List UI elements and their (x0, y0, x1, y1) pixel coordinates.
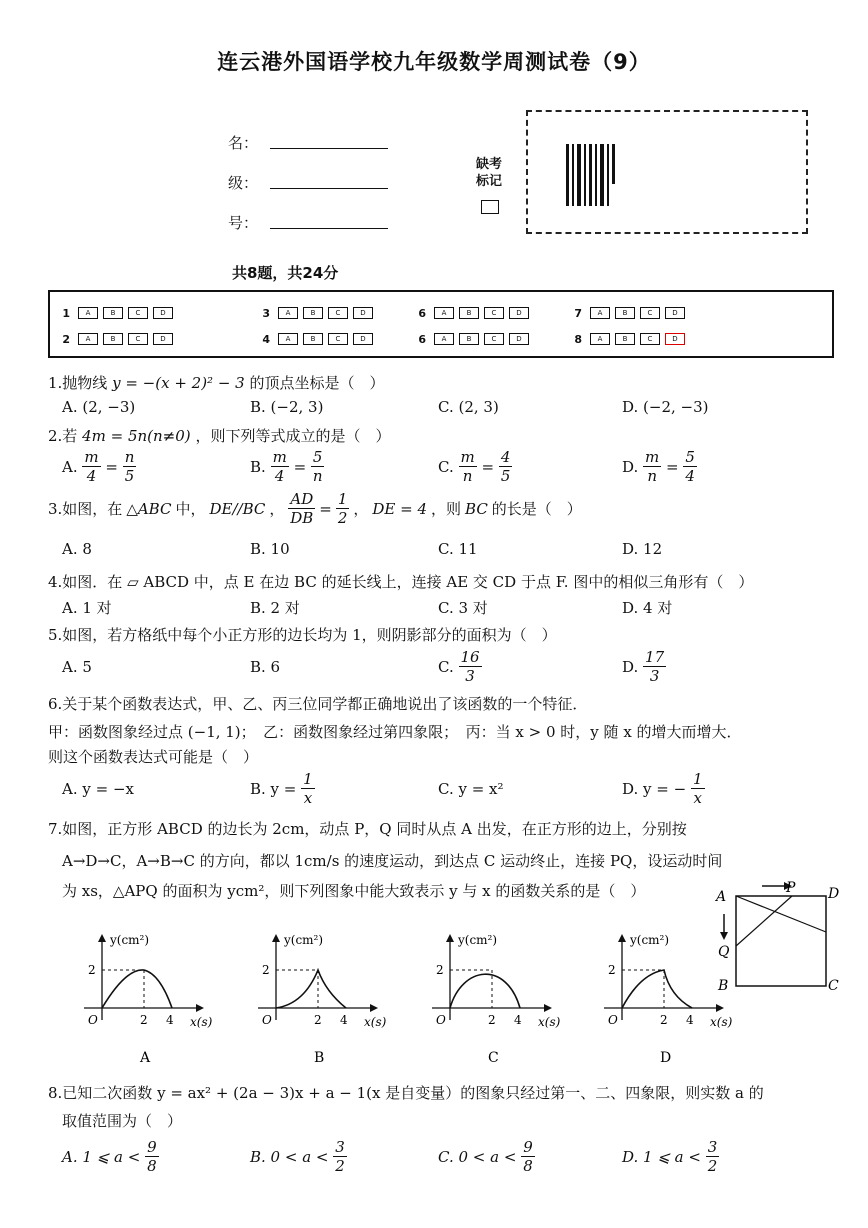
question-8-stem-2: 取值范围为（ ） (62, 1112, 183, 1130)
q4-option-c[interactable]: C. 3 对 (438, 599, 488, 617)
q1-option-d[interactable]: D. (−2, −3) (622, 398, 709, 416)
bubble-b[interactable]: B (103, 333, 123, 345)
bubble-c[interactable]: C (128, 307, 148, 319)
absent-label: 缺考标记 (476, 157, 503, 189)
answer-group (562, 307, 690, 320)
answer-group (562, 333, 690, 346)
bubble-a[interactable]: A (434, 333, 454, 345)
q8-option-d[interactable] (622, 1138, 719, 1175)
q3-option-a[interactable]: A. 8 (62, 540, 92, 558)
bubble-b[interactable]: B (459, 307, 479, 319)
tick-x-2: 2 (488, 1013, 496, 1027)
q8-option-c-frac (521, 1138, 535, 1175)
bubble-a[interactable]: A (434, 307, 454, 319)
q3-bc: BC (465, 499, 488, 518)
q7-graph-option[interactable] (428, 930, 578, 1070)
y-axis-arrow (618, 934, 626, 942)
q6-option-b-label: B. y = (250, 779, 297, 798)
q2-option-a-label: A. (62, 457, 78, 476)
q3-parallel: DE//BC (209, 499, 266, 518)
q6-option-c[interactable]: C. y = x² (438, 779, 504, 798)
q8-option-b[interactable] (250, 1138, 438, 1175)
answer-number: 2 (62, 332, 70, 346)
frac-numerator: 17 (645, 648, 665, 666)
page-title: 连云港外国语学校九年级数学周测试卷（9） (217, 50, 651, 74)
answer-row-1 (50, 300, 832, 326)
q2-option-d-label: D. (622, 457, 639, 476)
q7-graph-option[interactable] (80, 930, 230, 1070)
frac-numerator: 16 (460, 648, 480, 666)
question-6-options (62, 770, 705, 807)
q1-stem-b: 的顶点坐标是（ ） (249, 374, 385, 392)
bubble-c[interactable]: C (484, 333, 504, 345)
frac-denominator: x (303, 789, 313, 807)
answer-number: 7 (574, 306, 582, 320)
bubble-c[interactable]: C (640, 307, 660, 319)
frac-denominator: 4 (274, 467, 285, 485)
q6-option-b-frac (301, 770, 315, 807)
bubble-a[interactable]: A (78, 307, 98, 319)
question-4-options (62, 597, 672, 618)
q6-option-b[interactable] (250, 770, 438, 807)
tick-y-2: 2 (88, 963, 96, 977)
question-6-stem-2: 甲：函数图象经过点 (−1, 1)； 乙：函数图象经过第四象限； 丙：当 x > 0 时，y 随 x 的增大而增大． (48, 723, 742, 741)
question-5-stem: 5.如图，若方格纸中每个小正方形的边长均为 1，则阴影部分的面积为（ ） (48, 626, 557, 644)
question-6-stem-1: 6.关于某个函数表达式，甲、乙、丙三位同学都正确地说出了该函数的一个特征． (48, 695, 588, 713)
q2-stem-a: 2.若 (48, 427, 78, 445)
q2-expression: 4m = 5n(n≠0) (82, 427, 191, 445)
q4-option-b[interactable]: B. 2 对 (250, 599, 300, 617)
q3-triangle: △ABC (126, 499, 172, 518)
q3-option-c[interactable]: C. 11 (438, 540, 478, 558)
bubble-a[interactable]: A (78, 333, 98, 345)
q2-option-c-label: C. (438, 457, 454, 476)
frac-denominator: 4 (86, 467, 97, 485)
x-axis-label: x(s) (364, 1015, 387, 1029)
q2-option-b[interactable]: B. $\frac{m}{4}$ = $\frac{5}{n}$ (250, 448, 323, 485)
x-axis-arrow (196, 1004, 204, 1012)
frac-denominator: 2 (335, 1157, 345, 1175)
bubble-d[interactable]: D (509, 307, 529, 319)
frac-denominator: x (693, 789, 702, 807)
label-b: B (718, 978, 729, 994)
bubble-d[interactable]: D (353, 307, 373, 319)
q3-stem-b: 中， (175, 500, 206, 518)
y-axis-label: y(cm²) (630, 933, 670, 947)
bubble-d[interactable]: D (153, 307, 173, 319)
bubble-b[interactable]: B (303, 333, 323, 345)
name-label: 名： (228, 134, 259, 152)
q3-stem-c: ， (353, 500, 369, 518)
frac-numerator: m (460, 448, 475, 466)
bubble-a[interactable]: A (278, 307, 298, 319)
label-d: D (828, 886, 840, 902)
question-3-options (62, 540, 662, 558)
q3-ratio (288, 490, 315, 527)
question-8-stem-1: 8.已知二次函数 y = ax² + (2a − 3)x + a − 1(x 是自变量）的图象只经过第一、二、四象限，则实数 a 的 (48, 1084, 764, 1102)
class-label: 级： (228, 174, 259, 192)
question-2-options (62, 448, 697, 485)
y-axis-arrow (272, 934, 280, 942)
answer-number: 8 (574, 332, 582, 346)
q6-option-d-label: D. y = − (622, 779, 687, 798)
bubble-a[interactable]: A (590, 307, 610, 319)
q1-option-a[interactable]: A. (2, −3) (62, 398, 136, 416)
answer-row-2 (50, 326, 832, 352)
label-q: Q (718, 944, 730, 960)
q2-option-c-frac-left (459, 448, 477, 485)
bubble-c[interactable]: C (640, 333, 660, 345)
frac-denominator: 3 (465, 667, 475, 685)
bubble-a[interactable]: A (590, 333, 610, 345)
graph-option-label: D (660, 1050, 672, 1066)
q5-option-a[interactable]: A. 5 (62, 657, 92, 676)
graph-option-label: A (140, 1050, 151, 1066)
origin-label: O (262, 1013, 272, 1027)
answer-number: 1 (62, 306, 70, 320)
bubble-d[interactable]: D (509, 333, 529, 345)
question-3-stem (48, 490, 582, 527)
frac-numerator: 5 (685, 448, 695, 466)
q4-option-d[interactable]: D. 4 对 (622, 599, 673, 617)
frac-numerator: 5 (312, 448, 323, 466)
q5-option-c-label: C. (438, 657, 454, 676)
frac-numerator: m (645, 448, 660, 466)
y-axis-label: y(cm²) (284, 933, 324, 947)
q2-option-b-frac-left (271, 448, 289, 485)
question-1-options (62, 398, 709, 416)
question-7-stem-2: A→D→C，A→B→C 的方向，都以 1cm/s 的速度运动，到达点 C 运动终止，连接 PQ，设运动时间 (62, 852, 723, 870)
q7-graph-option[interactable] (254, 930, 404, 1070)
answer-number: 3 (262, 306, 270, 320)
name-field[interactable] (270, 148, 388, 149)
tick-y-2: 2 (608, 963, 616, 977)
bubble-d[interactable]: D (353, 333, 373, 345)
frac-denominator: n (312, 467, 323, 485)
q3-de-length: DE = 4 (372, 499, 427, 518)
origin-label: O (608, 1013, 618, 1027)
graph-curve (450, 974, 520, 1008)
q1-option-c[interactable]: C. (2, 3) (438, 398, 499, 416)
answer-group (406, 333, 562, 346)
q2-option-d-frac-left (643, 448, 661, 485)
q6-option-a[interactable]: A. y = −x (62, 779, 134, 798)
question-4-stem: 4.如图．在 ▱ ABCD 中，点 E 在边 BC 的延长线上，连接 AE 交 CD 于点 F. 图中的相似三角形有（ ） (48, 573, 754, 591)
tick-x-4: 4 (166, 1013, 174, 1027)
y-axis-label: y(cm²) (110, 933, 150, 947)
q3-comma: ， (269, 500, 285, 518)
q2-stem-b: ，则下列等式成立的是（ ） (195, 427, 391, 445)
q2-option-b-frac-right (311, 448, 325, 485)
q1-option-b[interactable]: B. (−2, 3) (250, 398, 324, 416)
bubble-a[interactable]: A (278, 333, 298, 345)
frac-numerator: 3 (335, 1138, 345, 1156)
x-axis-label: x(s) (538, 1015, 561, 1029)
graph-option-label: C (488, 1050, 499, 1066)
frac-denominator: 3 (649, 667, 660, 685)
q2-option-d-frac-right (683, 448, 697, 485)
graph-option-label: B (314, 1050, 325, 1066)
x-axis-arrow (716, 1004, 724, 1012)
q3-stem-e: 的长是（ ） (491, 500, 582, 518)
tick-y-2: 2 (436, 963, 444, 977)
frac-denominator: 5 (124, 467, 135, 485)
q3-ratio-value (336, 490, 350, 527)
q8-option-c[interactable] (438, 1138, 622, 1175)
origin-label: O (436, 1013, 446, 1027)
number-field[interactable] (270, 228, 388, 229)
x-axis-label: x(s) (190, 1015, 213, 1029)
frac-numerator: 1 (303, 770, 313, 788)
q3-equals: = (319, 499, 332, 518)
q4-option-a[interactable]: A. 1 对 (62, 599, 112, 617)
origin-label: O (88, 1013, 98, 1027)
x-axis-label: x(s) (710, 1015, 733, 1029)
q6-option-d[interactable] (622, 770, 705, 807)
frac-numerator: 4 (500, 448, 511, 466)
frac-denominator: 2 (337, 509, 348, 527)
barcode-area (526, 110, 808, 234)
graph-curve (622, 970, 692, 1008)
question-1-stem (48, 372, 385, 393)
q8-option-d-label: D. 1 ⩽ a < (622, 1147, 701, 1166)
q1-stem-a: 1.抛物线 (48, 374, 108, 392)
frac-numerator: 9 (523, 1138, 533, 1156)
tick-x-2: 2 (660, 1013, 668, 1027)
frac-numerator: AD (290, 490, 314, 508)
q3-option-d[interactable]: D. 12 (622, 540, 663, 558)
frac-numerator: 1 (692, 770, 703, 788)
q3-stem-d: ，则 (431, 500, 462, 518)
q3-stem-a: 3.如图，在 (48, 500, 123, 518)
y-axis-arrow (98, 934, 106, 942)
question-8-options (62, 1138, 719, 1175)
q5-option-d-frac (643, 648, 666, 685)
frac-numerator: m (272, 448, 287, 466)
q2-option-a-frac-left (82, 448, 100, 485)
q8-option-b-label: B. 0 < a < (250, 1147, 329, 1166)
frac-denominator: 8 (147, 1157, 157, 1175)
frac-denominator: 2 (707, 1157, 718, 1175)
x-axis-arrow (370, 1004, 378, 1012)
q8-option-c-label: C. 0 < a < (438, 1147, 517, 1166)
q6-option-d-frac (691, 770, 705, 807)
question-7-stem-3: 为 xs，△APQ 的面积为 ycm²，则下列图象中能大致表示 y 与 x 的函数关系的是（ ） (62, 882, 646, 900)
q8-option-a-frac (145, 1138, 159, 1175)
tick-x-4: 4 (340, 1013, 348, 1027)
bubble-c[interactable]: C (484, 307, 504, 319)
label-p: P (786, 880, 796, 896)
graph-curve (276, 970, 346, 1008)
answer-group (250, 307, 406, 320)
q2-option-d[interactable]: D. $\frac{m}{n}$ = $\frac{5}{4}$ (622, 448, 695, 485)
frac-denominator: 8 (523, 1157, 533, 1175)
bubble-b[interactable]: B (615, 307, 635, 319)
q5-option-c-frac (459, 648, 482, 685)
class-field[interactable] (270, 188, 388, 189)
q2-option-a[interactable]: A. $\frac{m}{4}$ = $\frac{n}{5}$ (62, 448, 135, 485)
tick-x-2: 2 (140, 1013, 148, 1027)
frac-numerator: n (124, 448, 135, 466)
y-axis-arrow (446, 934, 454, 942)
bubble-c[interactable]: C (128, 333, 148, 345)
q2-option-c-frac-right (499, 448, 513, 485)
q3-option-b[interactable]: B. 10 (250, 540, 290, 558)
answer-group (250, 333, 406, 346)
tick-y-2: 2 (262, 963, 270, 977)
frac-denominator: n (462, 467, 473, 485)
bubble-b[interactable]: B (459, 333, 479, 345)
absent-checkbox[interactable] (481, 200, 499, 214)
q2-option-a-frac-right (123, 448, 137, 485)
frac-numerator: m (84, 448, 99, 466)
tick-x-2: 2 (314, 1013, 322, 1027)
frac-numerator: 1 (337, 490, 348, 508)
q5-option-d[interactable] (622, 648, 666, 685)
frac-denominator: 4 (685, 467, 695, 485)
bubble-b[interactable]: B (303, 307, 323, 319)
bubble-c[interactable]: C (328, 333, 348, 345)
answer-group (406, 307, 562, 320)
segment-ae (736, 896, 826, 932)
frac-numerator: 3 (707, 1138, 718, 1156)
barcode-icon (566, 140, 646, 210)
tick-x-4: 4 (514, 1013, 522, 1027)
frac-denominator: DB (290, 509, 314, 527)
bubble-d[interactable]: D (665, 307, 685, 319)
bubble-b[interactable]: B (615, 333, 635, 345)
bubble-c[interactable]: C (328, 307, 348, 319)
answer-group (50, 333, 250, 346)
answer-sheet (48, 290, 834, 358)
frac-denominator: n (647, 467, 657, 485)
bubble-d[interactable]: D (153, 333, 173, 345)
q2-option-c[interactable]: C. $\frac{m}{n}$ = $\frac{4}{5}$ (438, 448, 511, 485)
number-label: 号： (228, 214, 259, 232)
y-axis-label: y(cm²) (458, 933, 498, 947)
label-c: C (828, 978, 839, 994)
question-7-stem-1: 7.如图，正方形 ABCD 的边长为 2cm，动点 P，Q 同时从点 A 出发，在正方形的边上，分别按 (48, 820, 687, 838)
q5-option-c[interactable] (438, 648, 622, 685)
answer-group (50, 307, 250, 320)
question-2-stem (48, 425, 390, 446)
section-heading: 共8题，共24分 (232, 264, 339, 282)
graph-curve (102, 970, 172, 1008)
answer-number: 4 (262, 332, 270, 346)
question-5-options (62, 648, 666, 685)
frac-denominator: 5 (500, 467, 511, 485)
q7-graph-option[interactable] (600, 930, 750, 1070)
bubble-b[interactable]: B (103, 307, 123, 319)
answer-number: 6 (418, 306, 426, 320)
q8-option-a[interactable] (62, 1138, 250, 1175)
answer-number: 6 (418, 332, 426, 346)
tick-x-4: 4 (686, 1013, 694, 1027)
frac-numerator: 9 (147, 1138, 157, 1156)
q1-expression: y = −(x + 2)² − 3 (112, 374, 245, 392)
bubble-d[interactable]: D (665, 333, 685, 345)
q2-option-b-label: B. (250, 457, 266, 476)
question-6-stem-3: 则这个函数表达式可能是（ ） (48, 748, 259, 766)
q8-option-b-frac (333, 1138, 347, 1175)
q5-option-d-label: D. (622, 657, 639, 676)
q5-option-b[interactable]: B. 6 (250, 657, 281, 676)
x-axis-arrow (544, 1004, 552, 1012)
q8-option-d-frac (706, 1138, 720, 1175)
label-a: A (716, 889, 727, 905)
q8-option-a-label: A. 1 ⩽ a < (62, 1147, 141, 1166)
